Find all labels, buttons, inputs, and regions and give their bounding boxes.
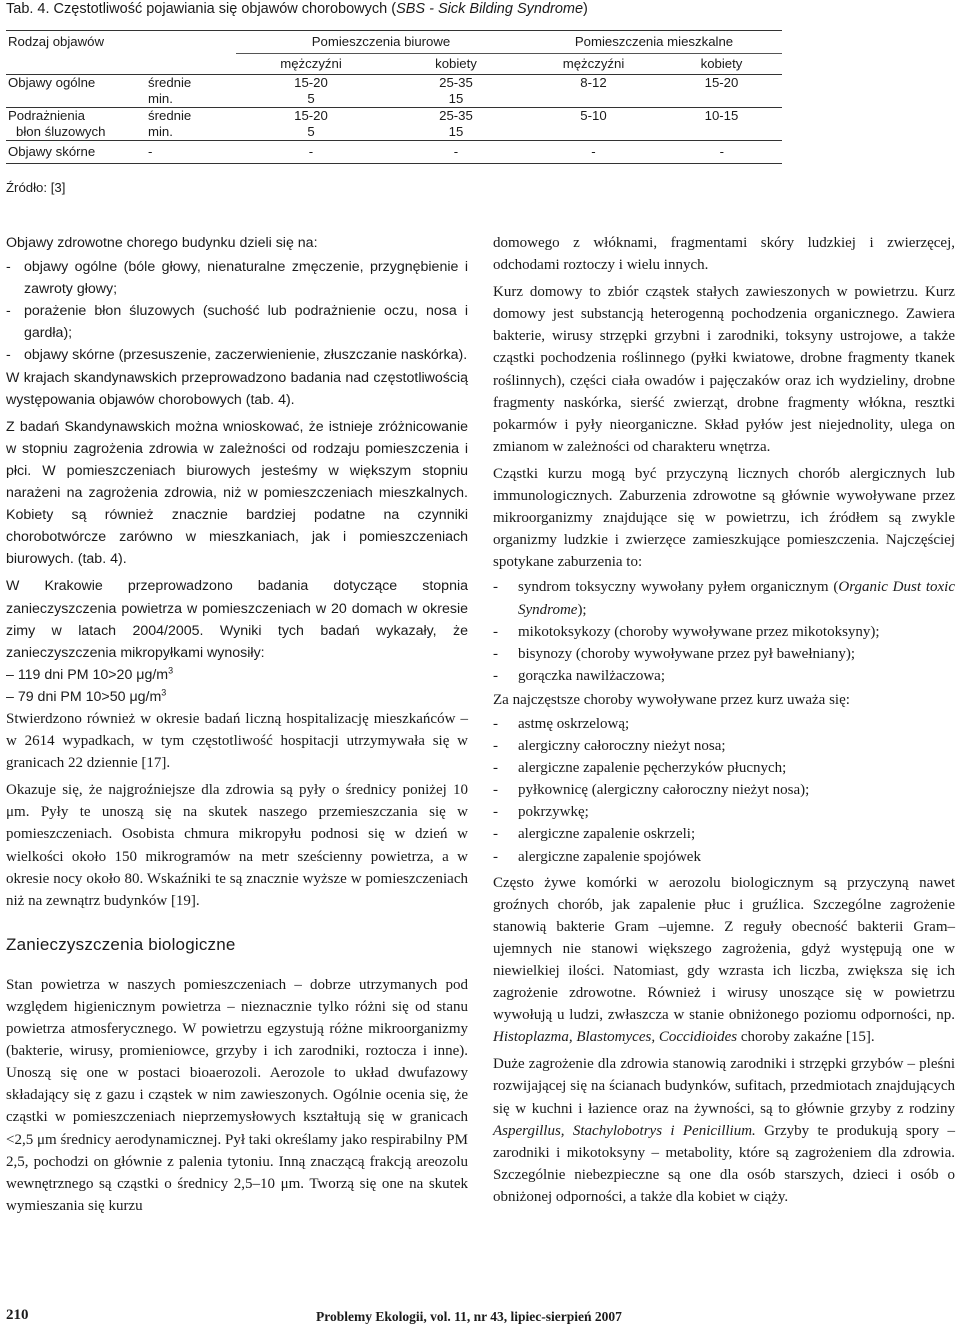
list-item: - gorączka nawilżaczowa; [493, 667, 665, 684]
header-office-men: mężczyźni [236, 54, 386, 75]
paragraph: Objawy zdrowotne chorego budynku dzieli się na: [6, 235, 318, 251]
header-home-men: mężczyźni [526, 54, 661, 75]
list-item: - objawy skórne (przesuszenie, zaczerwienienie, złuszczanie naskórka). [6, 347, 468, 364]
left-column [6, 232, 468, 1222]
list-item: - alergiczne zapalenie pęcherzyków płucnych; [493, 760, 787, 777]
header-home: Pomieszczenia mieszkalne [526, 31, 782, 54]
list-item: - astmę oskrzelową; [493, 715, 630, 732]
paragraph: domowego z włóknami, fragmentami skóry ludzkiej i zwierzęcej, odchodami roztoczy i wielu innych. [493, 235, 955, 274]
header-office: Pomieszczenia biurowe [236, 31, 526, 54]
paragraph: W krajach skandynawskich przeprowadzono badania nad częstotliwością występowania objawów chorobowych (tab. 4). [6, 369, 468, 408]
paragraph: Okazuje się, że najgroźniejsze dla zdrowia są pyły o średnicy poniżej 10 μm. Pyły te unoszą się na skutek naszego przemieszczania się w pomieszczeniach. Osobista chmura mikropyłu podnosi się w dzień w wielkości około 150 mikrogramów na metr sześcienny powietrza, a w okresie nocy około 80. Wskaźniki te są znacznie wyższe w pomieszczeniach niż na zewnątrz budynków [19]. [6, 782, 468, 909]
paragraph: Stwierdzono również w okresie badań liczną hospitalizację mieszkańców – w 2614 wypadkach, w tym częstotliwość hospitacji utrzymywała się w granicach 22 dziennie [17]. [6, 710, 468, 772]
header-symptoms: Rodzaj objawów [6, 31, 146, 54]
paragraph: W Krakowie przeprowadzono badania dotyczące stopnia zanieczyszczenia powietrza w pomieszczeniach w 20 domach w okresie zimy w latach 2004/2005. Wyniki tych badań wykazały, że zanieczyszczenia mikropyłkami wynosiły: [6, 578, 468, 661]
section-heading: Zanieczyszczenia biologiczne [6, 934, 236, 954]
list-item: - mikotoksykozy (choroby wywoływane przez mikotoksyny); [493, 623, 880, 640]
paragraph: Stan powietrza w naszych pomieszczeniach – dobrze utrzymanych pod względem higienicznym powietrza – nieznacznie tylko różni się od stanu powietrza atmosferycznego. W powietrzu egzystują różne mikroorganizmy (bakterie, wirusy, promieniowce, grzyby i ich zarodniki, roztocza i inne). Unoszą się one w postaci bioaerozoli. Aerozole to układ dwufazowy składający się z gazu i cząstek w nim zawieszonych. Ogólnie ocenia się, że cząstki w pomieszczeniach nieprzemysłowych kształtują się w granicach <2,5 μm średnicy aerodynamicznej. Pył taki określamy jako respirabilny PM 2,5, pochodzi on głównie z palenia tytoniu. Inną znaczącą frakcją areozolu wewnętrznego są cząstki o średnicy 2,5–10 μm. Tworzą się one na skutek wymieszania się kurzu [6, 976, 468, 1214]
pm-line: – 79 dni PM 10>50 $\mu g/m^3$ [6, 687, 167, 705]
list-item: - objawy ogólne (bóle głowy, nienaturalne zmęczenie, przygnębienie i zawroty głowy; [6, 259, 468, 298]
list-item: - pyłkownicę (alergiczny całoroczny nieżyt nosa); [493, 782, 810, 799]
paragraph: Za najczęstsze choroby wywoływane przez kurz uważa się: [493, 691, 850, 708]
table-row: Objawy skórne - - - - - [6, 141, 782, 164]
paragraph: Duże zagrożenie dla zdrowia stanowią zarodniki i strzępki grzybów – pleśni rozwijającej się na ścianach budynków, sufitach, przedmiotach znajdujących się w kuchni i łazience oraz na żywności, są to głównie grzyby z rodziny Aspergillus, Stachylobotrys i Penicillium. Grzyby te produkują spory – zarodniki i mikotoksyny – metabolity, które są zagrożeniem dla zdrowia. Szczególnie niebezpieczne są one dla osób starszych, dzieci i osób o obniżonej odporności, a także dla kobiet w ciąży. [493, 1056, 955, 1205]
list-item: - alergiczne zapalenie spojówek [493, 848, 701, 865]
pm-line: – 119 dni PM 10>20 $\mu g/m^3$ [6, 665, 174, 683]
symptoms-table [6, 30, 782, 164]
table-caption: Tab. 4. Częstotliwość pojawiania się objawów chorobowych (SBS - Sick Bilding Syndrome) [6, 1, 588, 17]
list-item: - syndrom toksyczny wywołany pyłem organicznym (Organic Dust toxic Syndrome); [493, 579, 955, 618]
paragraph: Kurz domowy to zbiór cząstek stałych zawieszonych w powietrzu. Kurz domowy jest substancją heterogenną pochodzenia organicznego. Zawiera bakterie, wirusy strzępki grzybni i zarodniki, toksyny ustrojowe, a także cząstki pochodzenia roślinnego (pyłki kwiatowe, drobne fragmenty tkanek roślinnych), części ciała owadów i pajęczaków oraz ich wydzieliny, drobne fragmenty naskórka, sierść zwierząt, drobne fragmenty włókna, resztki pokarmów i pyły nieorganiczne. Skład pyłów jest niejednolity, ulega on zmianom w zależności od charakteru wnętrza. [493, 284, 955, 455]
list-item: - porażenie błon śluzowych (suchość lub podrażnienie oczu, nosa i gardła); [6, 303, 468, 342]
page-number: 210 [6, 1307, 29, 1323]
paragraph: Cząstki kurzu mogą być przyczyną licznych chorób alergicznych lub immunologicznych. Zaburzenia zdrowotne są głównie wywoływane przez mikroorganizmy znajdujące się w powietrzu, ich źródłem są zwykle organizmy ludzkie i zwierzęce zamieszkujące pomieszczenia. Najczęściej spotykane zaburzenia to: [493, 465, 955, 571]
journal-footer: Problemy Ekologii, vol. 11, nr 43, lipiec-sierpień 2007 [316, 1309, 622, 1324]
row-name: Objawy ogólne [6, 75, 146, 108]
table-source: Źródło: [3] [6, 180, 66, 195]
header-office-women: kobiety [386, 54, 526, 75]
right-column [493, 232, 955, 1213]
list-item: - pokrzywkę; [493, 804, 589, 821]
list-item: - bisynozy (choroby wywoływane przez pył bawełniany); [493, 645, 855, 662]
paragraph: Z badań Skandynawskich można wnioskować, że istnieje zróżnicowanie w stopniu zagrożenia zdrowia w zależności od rodzaju pomieszczenia i płci. W pomieszczeniach biurowych jesteśmy w większym stopniu narażeni na zagrożenia zdrowia, niż w pomieszczeniach mieszkalnych. Kobiety są również znacznie bardziej podatne na czynniki chorobotwórcze zarówno w mieszkaniach, jak i pomieszczeniach biurowych. (tab. 4). [6, 418, 468, 568]
list-item: - alergiczne zapalenie oskrzeli; [493, 826, 696, 843]
header-home-women: kobiety [661, 54, 782, 75]
paragraph: Często żywe komórki w aerozolu biologicznym są przyczyną nawet groźnych chorób, jak zapalenie płuc i gruźlica. Szczególne zagrożenie stanowią bakterie Gram –ujemne. Z reguły obecność bakterii Gram–ujemnych nie stanowi większego zagrożenia, gdyż występują one w niewielkiej ilości. Natomiast, gdy wzrasta ich liczba, zwiększa się ich zagrożenie zdrowotne. Również i wirusy unoszące się w powietrzu wywołują u ludzi, zwłaszcza w stanie obniżonego poziomu odporności, np. Histoplazma, Blastomyces, Coccidioides choroby zakaźne [15]. [493, 874, 955, 1046]
table-row: Objawy ogólne średnie min. 15-20 5 25-35 15 8-12 15-20 [6, 75, 782, 108]
table-row: Podrażnienia błon śluzowych średnie min. 15-20 5 25-35 15 5-10 10-15 [6, 108, 782, 141]
list-item: - alergiczny całoroczny nieżyt nosa; [493, 738, 726, 755]
